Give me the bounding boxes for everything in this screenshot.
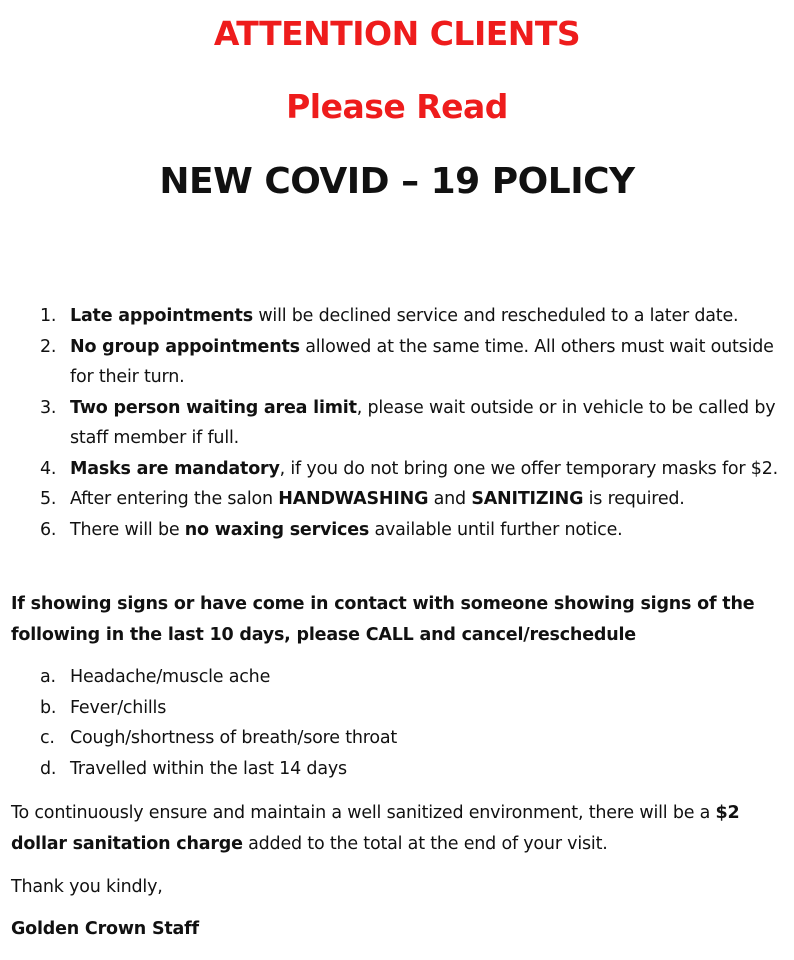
policy-item-text: is required. bbox=[583, 489, 685, 509]
policy-item bbox=[0, 454, 790, 485]
policy-item bbox=[0, 301, 790, 332]
policy-item bbox=[0, 393, 790, 454]
symptom-item bbox=[0, 662, 790, 693]
list-marker: c. bbox=[40, 728, 55, 748]
policy-item-emphasis: Two person waiting area limit bbox=[70, 397, 357, 418]
list-marker: b. bbox=[40, 697, 57, 718]
policy-item-emphasis: SANITIZING bbox=[471, 489, 584, 509]
symptom-text: Travelled within the last 14 days bbox=[70, 758, 347, 779]
list-marker: 5. bbox=[40, 489, 57, 509]
list-marker: a. bbox=[40, 667, 56, 687]
policy-item bbox=[0, 515, 790, 546]
policy-item bbox=[0, 332, 790, 393]
policy-list bbox=[0, 301, 790, 545]
policy-item-text: allowed at the same time. All others must wait outside for their turn. bbox=[70, 336, 774, 387]
policy-item-text: will be declined service and rescheduled to a later date. bbox=[252, 306, 739, 326]
policy-item-text: There will be bbox=[70, 519, 185, 540]
sanitation-charge: $2 dollar sanitation charge bbox=[11, 803, 740, 854]
list-marker: 6. bbox=[40, 519, 57, 540]
heading-covid-policy: NEW COVID – 19 POLICY bbox=[159, 161, 635, 202]
heading-please-read: Please Read bbox=[286, 87, 508, 126]
policy-item-emphasis: HANDWASHING bbox=[278, 489, 429, 509]
symptoms-list bbox=[0, 662, 790, 784]
heading-attention-clients: ATTENTION CLIENTS bbox=[213, 14, 581, 53]
symptom-text: Fever/chills bbox=[70, 697, 167, 718]
list-marker: d. bbox=[40, 758, 57, 779]
policy-item-text: available until further notice. bbox=[369, 519, 623, 540]
list-marker: 1. bbox=[40, 306, 57, 326]
symptom-item bbox=[0, 754, 790, 785]
policy-item bbox=[0, 484, 790, 515]
sanitation-intro: To continuously ensure and maintain a well sanitized environment, there will be a bbox=[11, 803, 716, 823]
list-marker: 2. bbox=[40, 336, 57, 357]
policy-item-text: After entering the salon bbox=[70, 489, 279, 509]
symptom-item bbox=[0, 723, 790, 754]
policy-item-text: , if you do not bring one we offer temporary masks for $2. bbox=[279, 458, 779, 479]
closing-signature: Golden Crown Staff bbox=[11, 919, 199, 939]
list-marker: 4. bbox=[40, 458, 57, 479]
closing-thanks: Thank you kindly, bbox=[11, 877, 163, 897]
sanitation-outro: added to the total at the end of your visit. bbox=[242, 833, 608, 854]
symptom-text: Headache/muscle ache bbox=[70, 667, 271, 687]
sanitation-notice bbox=[11, 798, 791, 859]
symptom-text: Cough/shortness of breath/sore throat bbox=[70, 728, 398, 748]
list-marker: 3. bbox=[40, 397, 57, 418]
policy-item-emphasis: no waxing services bbox=[184, 519, 370, 540]
policy-item-text: , please wait outside or in vehicle to be called by staff member if full. bbox=[70, 397, 776, 448]
policy-item-emphasis: Masks are mandatory bbox=[70, 458, 280, 479]
policy-item-emphasis: No group appointments bbox=[70, 336, 300, 357]
symptom-item bbox=[0, 693, 790, 724]
policy-item-emphasis: Late appointments bbox=[70, 306, 253, 326]
policy-item-text: and bbox=[428, 489, 472, 509]
symptoms-warning: If showing signs or have come in contact with someone showing signs of the following in the last 10 days, please CALL and cancel/reschedule bbox=[11, 594, 755, 645]
